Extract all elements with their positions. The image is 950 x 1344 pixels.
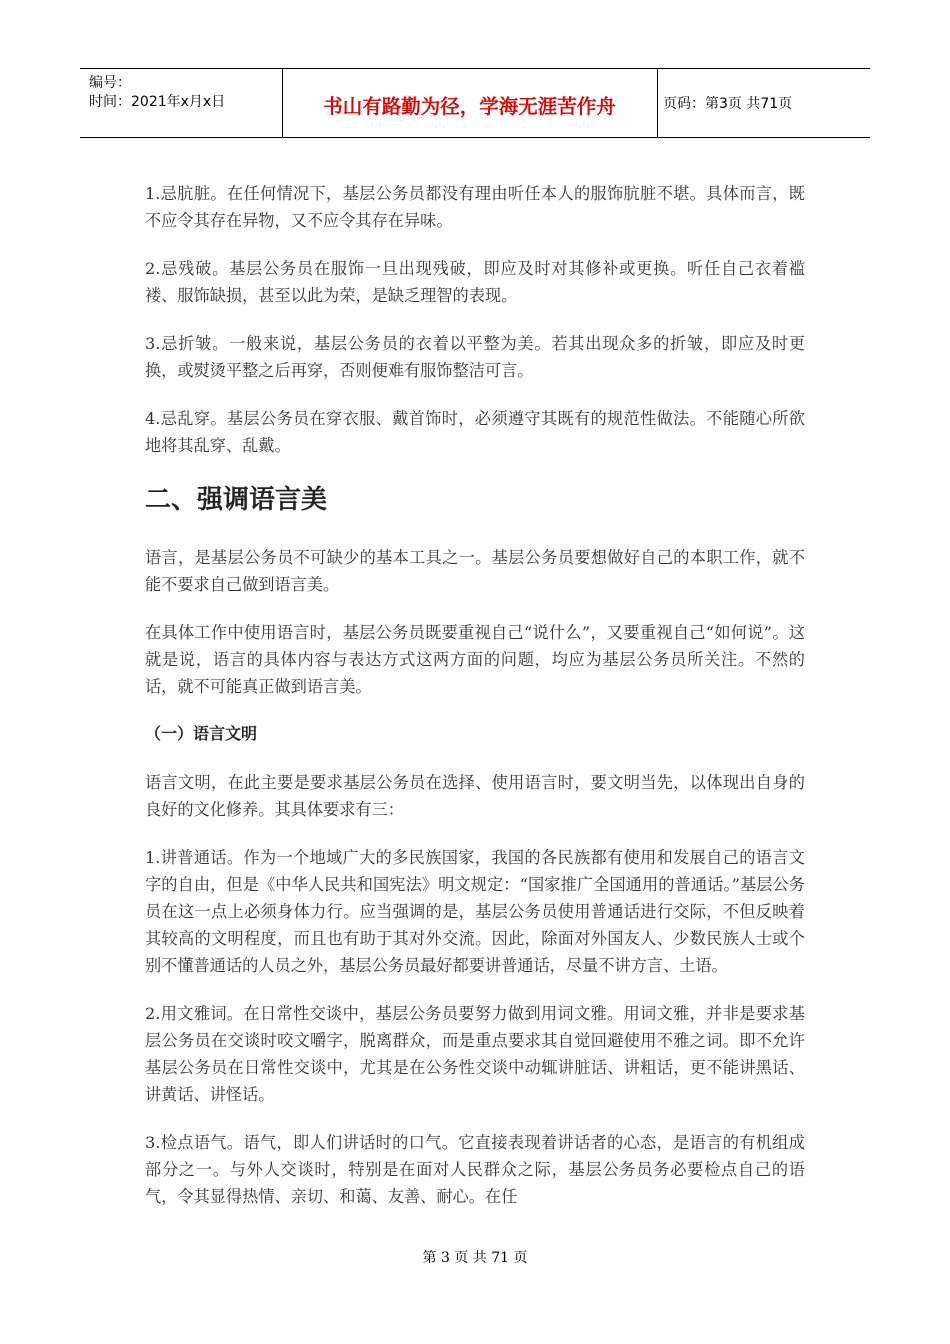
paragraph: 在具体工作中使用语言时，基层公务员既要重视自己“说什么”，又要重视自己“如何说”。这就是说，语言的具体内容与表达方式这两方面的问题，均应为基层公务员所关注。不然的话，就不可能真正做到语言美。: [145, 623, 805, 696]
page-info: 页码：第3页 共71页: [663, 96, 793, 112]
header-page-cell: [657, 69, 870, 137]
document-body: [145, 180, 805, 1231]
paragraph: 4.忌乱穿。基层公务员在穿衣服、戴首饰时，必须遵守其既有的规范性做法。不能随心所欲地将其乱穿、乱戴。: [145, 409, 805, 455]
number-label: 编号：: [89, 75, 131, 91]
paragraph: 1.讲普通话。作为一个地域广大的多民族国家，我国的各民族都有使用和发展自己的语言文字的自由，但是《中华人民共和国宪法》明文规定：“国家推广全国通用的普通话。”基层公务员在这一点上必须身体力行。应当强调的是，基层公务员使用普通话进行交际，不但反映着其较高的文明程度，而且也有助于其对外交流。因此，除面对外国友人、少数民族人士或个别不懂普通话的人员之外，基层公务员最好都要讲普通话，尽量不讲方言、土语。: [145, 848, 805, 975]
paragraph: 语言，是基层公务员不可缺少的基本工具之一。基层公务员要想做好自己的本职工作，就不能不要求自己做到语言美。: [145, 548, 805, 594]
paragraph: 3.检点语气。语气，即人们讲话时的口气。它直接表现着讲话者的心态，是语言的有机组成部分之一。与外人交谈时，特别是在面对人民群众之际，基层公务员务必要检点自己的语气，令其显得热情、亲切、和蔼、友善、耐心。在任: [145, 1133, 805, 1206]
paragraph: 2.忌残破。基层公务员在服饰一旦出现残破，即应及时对其修补或更换。听任自己衣着褴褛、服饰缺损，甚至以此为荣，是缺乏理智的表现。: [145, 259, 805, 305]
motto: 书山有路勤为径，学海无涯苦作舟: [323, 95, 616, 118]
section-title: 二、强调语言美: [145, 485, 328, 515]
subsection-title: （一）语言文明: [145, 724, 258, 743]
paragraph: 语言文明，在此主要是要求基层公务员在选择、使用语言时，要文明当先，以体现出自身的良好的文化修养。其具体要求有三：: [145, 773, 805, 819]
header-motto-cell: [282, 69, 658, 137]
date-label: 时间：2021年x月x日: [89, 94, 226, 110]
document-header-table: [80, 68, 870, 138]
header-meta-cell: [80, 69, 283, 137]
page-footer: 第 3 页 共 71 页: [422, 1250, 528, 1266]
paragraph: 1.忌肮脏。在任何情况下，基层公务员都没有理由听任本人的服饰肮脏不堪。具体而言，既不应令其存在异物，又不应令其存在异味。: [145, 184, 805, 230]
paragraph: 2.用文雅词。在日常性交谈中，基层公务员要努力做到用词文雅。用词文雅，并非是要求基层公务员在交谈时咬文嚼字，脱离群众，而是重点要求其自觉回避使用不雅之词。即不允许基层公务员在日常性交谈中，尤其是在公务性交谈中动辄讲脏话、讲粗话，更不能讲黑话、讲黄话、讲怪话。: [145, 1004, 805, 1104]
paragraph: 3.忌折皱。一般来说，基层公务员的衣着以平整为美。若其出现众多的折皱，即应及时更换，或熨烫平整之后再穿，否则便难有服饰整洁可言。: [145, 334, 805, 380]
